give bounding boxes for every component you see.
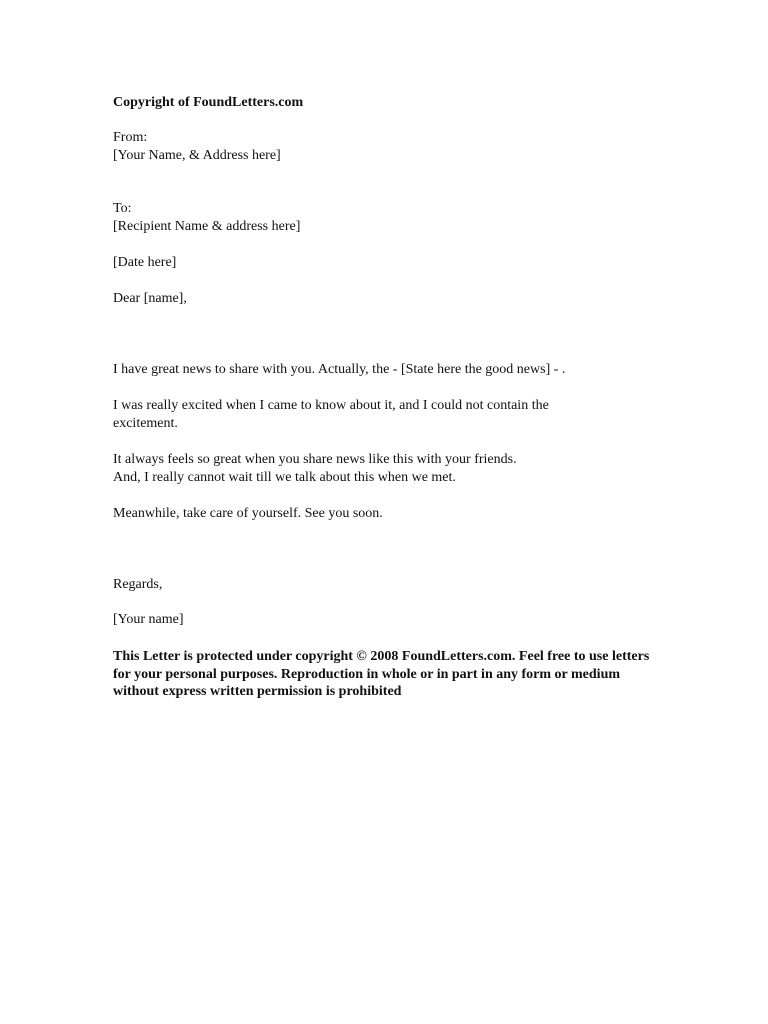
body-paragraph-3-line-1: It always feels so great when you share news like this with your friends. <box>113 452 517 467</box>
signature: [Your name] <box>113 612 184 627</box>
salutation: Dear [name], <box>113 291 187 306</box>
to-value: [Recipient Name & address here] <box>113 219 301 234</box>
body-paragraph-2: I was really excited when I came to know about it, and I could not contain the excitement. <box>113 398 549 431</box>
copyright-header: Copyright of FoundLetters.com <box>113 95 304 110</box>
to-label: To: <box>113 201 132 216</box>
from-value: [Your Name, & Address here] <box>113 148 281 163</box>
closing: Regards, <box>113 577 163 592</box>
body-paragraph-4: Meanwhile, take care of yourself. See you soon. <box>113 506 383 521</box>
copyright-footer: This Letter is protected under copyright © 2008 FoundLetters.com. Feel free to use letters for your personal purposes. Reproduction in whole or in part in any form or medium without express written permission is prohibited <box>113 649 650 699</box>
body-paragraph-1: I have great news to share with you. Actually, the - [State here the good news] - . <box>113 362 566 377</box>
body-paragraph-3-line-2: And, I really cannot wait till we talk about this when we met. <box>113 470 456 485</box>
date-line: [Date here] <box>113 255 177 270</box>
from-label: From: <box>113 130 148 145</box>
letter-page <box>113 0 673 1024</box>
